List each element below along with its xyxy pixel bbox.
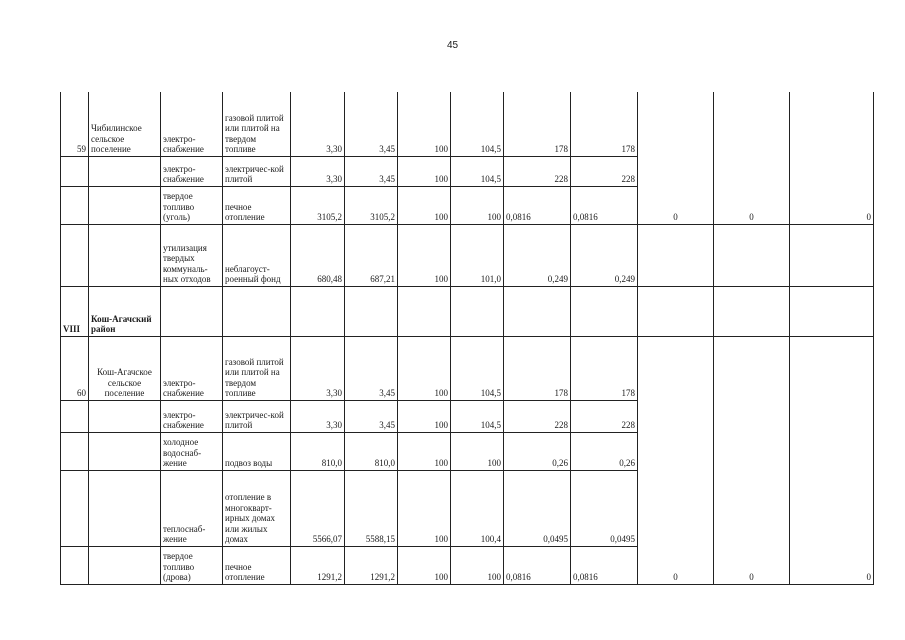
- value-cell: 0,26: [571, 432, 638, 470]
- row-number: 59: [61, 92, 89, 156]
- value-cell: 100: [398, 432, 451, 470]
- value-cell: 0,249: [571, 224, 638, 286]
- service-name: твердое топливо (дрова): [161, 546, 223, 584]
- value-cell: 100: [398, 156, 451, 186]
- value-cell: 3,30: [291, 92, 345, 156]
- district-name: Кош-Агачский район: [89, 286, 161, 336]
- value-cell: 228: [571, 400, 638, 432]
- tariff-table: [60, 92, 874, 585]
- value-cell: 100: [398, 336, 451, 400]
- table-row: [61, 286, 874, 336]
- side-value: 0: [714, 336, 790, 584]
- value-cell: 100: [398, 92, 451, 156]
- value-cell: 3,45: [345, 336, 398, 400]
- service-name: электро-снабжение: [161, 92, 223, 156]
- service-name: теплоснаб-жение: [161, 470, 223, 546]
- value-cell: 3,30: [291, 336, 345, 400]
- value-cell: 100: [398, 400, 451, 432]
- value-cell: 228: [504, 156, 571, 186]
- value-cell: 104,5: [451, 336, 504, 400]
- section-number: VIII: [61, 286, 89, 336]
- value-cell: 687,21: [345, 224, 398, 286]
- value-cell: 178: [504, 336, 571, 400]
- value-cell: 810,0: [291, 432, 345, 470]
- consumer-category: электричес-кой плитой: [223, 156, 291, 186]
- service-name: электро-снабжение: [161, 156, 223, 186]
- value-cell: 178: [571, 336, 638, 400]
- consumer-category: печное отопление: [223, 186, 291, 224]
- side-value: 0: [790, 92, 874, 224]
- value-cell: 228: [504, 400, 571, 432]
- value-cell: 101,0: [451, 224, 504, 286]
- table-row: [61, 92, 874, 156]
- value-cell: 100: [451, 186, 504, 224]
- value-cell: 100,4: [451, 470, 504, 546]
- table-row: [61, 224, 874, 286]
- value-cell: 0,26: [504, 432, 571, 470]
- settlement-name: Кош-Агачское сельское поселение: [89, 336, 161, 400]
- service-name: электро-снабжение: [161, 336, 223, 400]
- value-cell: 0,249: [504, 224, 571, 286]
- value-cell: 100: [451, 432, 504, 470]
- value-cell: 3,30: [291, 156, 345, 186]
- value-cell: 104,5: [451, 400, 504, 432]
- value-cell: 1291,2: [345, 546, 398, 584]
- consumer-category: отопление в многокварт-ирных домах или жилых домах: [223, 470, 291, 546]
- value-cell: 0,0495: [504, 470, 571, 546]
- value-cell: 0,0495: [571, 470, 638, 546]
- value-cell: 100: [398, 186, 451, 224]
- value-cell: 3105,2: [291, 186, 345, 224]
- service-name: холодное водоснаб-жение: [161, 432, 223, 470]
- value-cell: 5566,07: [291, 470, 345, 546]
- value-cell: 100: [451, 546, 504, 584]
- value-cell: 5588,15: [345, 470, 398, 546]
- value-cell: 104,5: [451, 92, 504, 156]
- value-cell: 104,5: [451, 156, 504, 186]
- side-value: 0: [638, 92, 714, 224]
- value-cell: 0,0816: [571, 186, 638, 224]
- value-cell: 228: [571, 156, 638, 186]
- side-value: 0: [790, 336, 874, 584]
- service-name: утилизация твердых коммуналь-ных отходов: [161, 224, 223, 286]
- value-cell: 100: [398, 470, 451, 546]
- value-cell: 0,0816: [504, 546, 571, 584]
- consumer-category: электричес-кой плитой: [223, 400, 291, 432]
- value-cell: 810,0: [345, 432, 398, 470]
- consumer-category: газовой плитой или плитой на твердом топливе: [223, 336, 291, 400]
- value-cell: 3,45: [345, 156, 398, 186]
- side-value: 0: [714, 92, 790, 224]
- value-cell: 0,0816: [504, 186, 571, 224]
- table-row: [61, 336, 874, 400]
- consumer-category: подвоз воды: [223, 432, 291, 470]
- page-number: 45: [446, 40, 459, 51]
- service-name: электро-снабжение: [161, 400, 223, 432]
- value-cell: 100: [398, 546, 451, 584]
- consumer-category: газовой плитой или плитой на твердом топливе: [223, 92, 291, 156]
- value-cell: 3,30: [291, 400, 345, 432]
- value-cell: 3,45: [345, 400, 398, 432]
- value-cell: 100: [398, 224, 451, 286]
- service-name: твердое топливо (уголь): [161, 186, 223, 224]
- value-cell: 3,45: [345, 92, 398, 156]
- consumer-category: неблагоуст-роенный фонд: [223, 224, 291, 286]
- value-cell: 0,0816: [571, 546, 638, 584]
- value-cell: 3105,2: [345, 186, 398, 224]
- value-cell: 680,48: [291, 224, 345, 286]
- value-cell: 1291,2: [291, 546, 345, 584]
- consumer-category: печное отопление: [223, 546, 291, 584]
- value-cell: 178: [504, 92, 571, 156]
- value-cell: 178: [571, 92, 638, 156]
- row-number: 60: [61, 336, 89, 400]
- side-value: 0: [638, 336, 714, 584]
- settlement-name: Чибилинское сельское поселение: [89, 92, 161, 156]
